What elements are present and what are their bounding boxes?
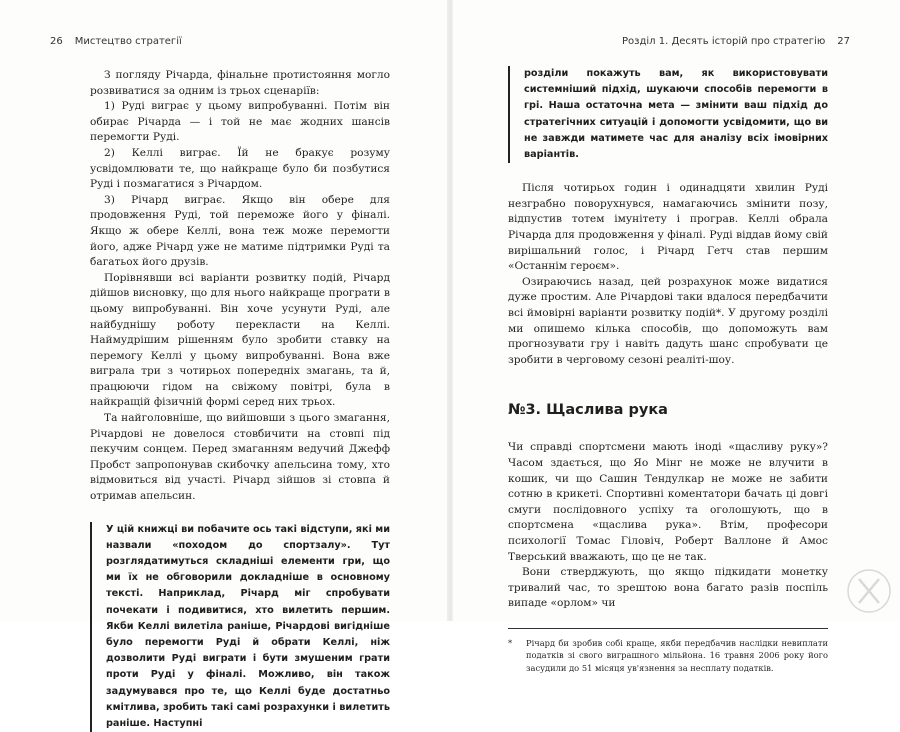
x-logo-icon [844,566,894,616]
right-page-number: 27 [837,36,850,47]
paragraph: Порівнявши всі варіанти розвитку подій, Річард дійшов висновку, що для нього найкраще програти в цьому випробуванні. Він хоче усунути Руді, але найбуднішу роботу перекласти на Келлі. Наймудрішим рішенням було зробити ставку на перемогу Келлі у цьому випробуванні. Вона вже виграла три з чотирьох попередніх змагань, та й, працюючи гідом на свіжому повітрі, була в найкращій фізичній формі серед них трьох. [90,271,390,409]
paragraph: 1) Руді виграє у цьому випробуванні. Потім він обирає Річарда — і той не має жодних шансів перемогти Руді. [90,100,390,144]
paragraph: 2) Келлі виграє. Їй не бракує розуму усвідомлювати те, що найкраще було би позбутися Руді і позмагатися з Річардом. [90,146,390,191]
left-text-column [90,68,390,732]
gym-sidebar-box-continued: розділи покажуть вам, як використовувати системніший підхід, шукаючи способів перемогти в грі. Наша остаточна мета — змінити ваш підхід до стратегічних ситуацій і допомогти усвідомити, що ви не завжди матимете час для аналізу всіх імовірних варіантів. [508,66,828,163]
right-running-header [622,36,850,47]
book-gutter [447,0,453,621]
paragraph: 3) Річард виграє. Якщо він обере для продовження Руді, той переможе його у фіналі. Якщо ж обере Келлі, вона теж може перемогти його, адже Річард уже не матиме підтримки Руді та багатьох його друзів. [90,193,390,269]
footnote-rule [508,628,828,629]
paragraph: Чи справді спортсмени мають іноді «щасливу руку»? Часом здається, що Яо Мінг не може не влучити в кошик, чи що Сашин Тендулкар не може не забити сотню в крикеті. Спортивні коментатори бачать ці довгі смуги послідовного успіху та оголошують, що в спортсмена «щаслива рука». Втім, професори психології Томас Гіловіч, Роберт Валлоне й Амос Тверський вважають, що це не так. [508,441,828,563]
footnote [508,637,828,675]
right-text-column [508,66,828,675]
paragraph: Озираючись назад, цей розрахунок може видатися дуже простим. Але Річардові таки вдалося передбачити всі ймовірні варіанти розвитку подій*. У другому розділі ми опишемо кілька способів, що допоможуть вам прогнозувати гру і навіть дадуть шанс спробувати це зробити в черговому сезоні реаліті-шоу. [508,275,828,366]
gym-sidebar-box: У цій книжці ви побачите ось такі відступи, які ми назвали «походом до спортзалу». Тут розглядатимуться складніші елементи гри, що ми їх не обговорили докладніше в основному тексті. Наприклад, Річард міг спробувати почекати і подивитися, хто вилетить першим. Якби Келлі вилетіла раніше, Річардові вигідніше було перемогти Руді й обрати Келлі, ніж дозволити Руді виграти і бути змушеним грати проти Руді у фіналі. Можливо, він також задумувався про те, що Келлі буде достатньо кмітлива, зробить такі самі розрахунки і вилетить раніше. Наступні [90,522,390,732]
right-header-title: Розділ 1. Десять історій про стратегію [622,36,826,47]
paragraph: Після чотирьох годин і одинадцяти хвилин Руді незграбно поворухнувся, намагаючись змінити позу, відпустив тотем імунітету і програв. Келлі обрала Річарда для продовження у фіналі. Руді віддав йому свій вирішальний голос, і Річард Гетч став першим «Останнім героєм». [508,182,828,273]
paragraph: Вони стверджують, що якщо підкидати монетку тривалий час, то зрештою вона багато разів поспіль випаде «орлом» чи [508,566,828,610]
footnote-mark: * [508,637,513,648]
footnote-text: Річард би зробив собі краще, якби передбачив наслідки невиплати податків зі свого виграшного мільйона. 16 травня 2006 року його засудили до 51 місяця ув'язнення за несплату податків. [526,637,828,674]
left-running-header [50,36,182,47]
paragraph: Та найголовніше, що вийшовши з цього змагання, Річардові не довелося стовбичити на стовпі під пекучим сонцем. Перед змаганням ведучий Джефф Пробст запропонував скибочку апельсина тому, хто відмовиться від участі. Річард зійшов зі стовпа й отримав апельсин. [90,412,390,503]
left-header-title: Мистецтво стратегії [74,36,182,47]
section-heading: №3. Щаслива рука [508,402,668,419]
paragraph: З погляду Річарда, фінальне протистояння могло розвиватися за одним із трьох сценаріїв: [90,69,390,97]
left-page-number: 26 [50,36,63,47]
